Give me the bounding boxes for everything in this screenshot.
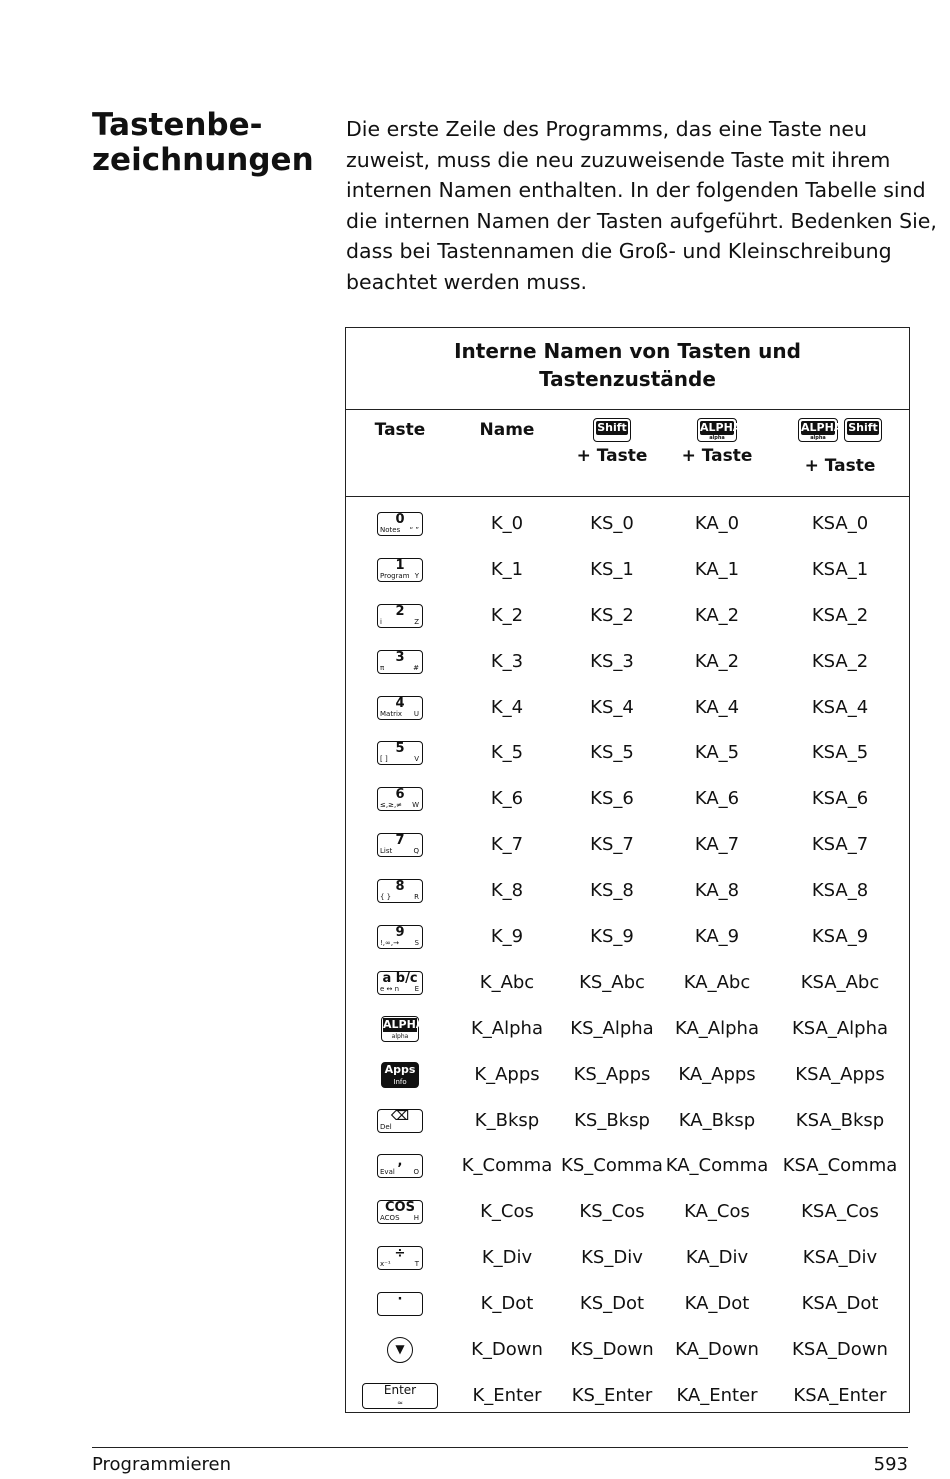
shift-name-cell: KS_4 [590, 696, 634, 718]
key-name-cell: K_2 [490, 604, 524, 626]
calculator-key-icon: · [377, 1292, 423, 1316]
key-cell [346, 776, 454, 822]
alpha-name-cell: KA_Enter [676, 1384, 758, 1406]
key-name-cell: K_Dot [480, 1293, 534, 1315]
alpha-name-cell: KA_0 [694, 513, 740, 534]
key-cell [346, 639, 454, 685]
key-cell [346, 1143, 454, 1189]
shift-name-cell: KS_3 [590, 650, 634, 672]
key-cell [346, 685, 454, 731]
table-row [346, 822, 909, 868]
intro-line: internen Namen enthalten. In der folgenden Tabelle sind [346, 178, 926, 203]
table-row [346, 914, 909, 960]
header-shift [560, 410, 664, 466]
key-cell [346, 547, 454, 593]
shift-name-cell: KS_2 [590, 604, 634, 626]
alpha-shift-name-cell: KSA_2 [811, 604, 869, 626]
shift-name-cell: KS_Alpha [570, 1017, 654, 1039]
table-row [346, 776, 909, 822]
key-cell [346, 1327, 454, 1373]
key-cell [346, 868, 454, 914]
key-cell [346, 1098, 454, 1144]
alpha-shift-name-cell: KSA_Div [802, 1247, 878, 1269]
table-header-row [346, 410, 909, 497]
alpha-shift-name-cell: KSA_2 [811, 650, 869, 672]
calculator-key-icon: 6 ≤,≥,≠ W [377, 787, 423, 811]
key-cell [346, 822, 454, 868]
alpha-shift-name-cell: KSA_Comma [782, 1155, 898, 1177]
calculator-key-icon: ALPHA alpha [383, 1017, 425, 1040]
shift-name-cell: KS_Dot [579, 1293, 645, 1315]
alpha-name-cell: KA_Bksp [678, 1109, 756, 1131]
key-cell [346, 960, 454, 1006]
shift-name-cell: KS_9 [590, 926, 634, 948]
key-name-cell: K_1 [490, 558, 524, 580]
table-title [346, 328, 909, 410]
table-row [346, 960, 909, 1006]
shift-name-cell: KS_Down [570, 1339, 654, 1361]
alpha-shift-name-cell: KSA_Down [792, 1339, 888, 1361]
header-taste: Taste [374, 420, 426, 440]
key-name-cell: K_Bksp [474, 1109, 540, 1131]
alpha-name-cell: KA_2 [694, 650, 740, 672]
alpha-name-cell: KA_Dot [684, 1293, 750, 1315]
key-cell [346, 501, 454, 547]
header-alpha-shift-label: + Taste [804, 456, 876, 476]
key-cell [346, 1006, 454, 1052]
shift-name-cell: KS_0 [590, 513, 634, 534]
key-cell [346, 914, 454, 960]
intro-line: die internen Namen der Tasten aufgeführt. Bedenken Sie, [346, 208, 937, 233]
alpha-name-cell: KA_1 [694, 558, 740, 580]
header-alpha-shift [770, 410, 910, 476]
alpha-shift-name-cell: KSA_4 [811, 696, 869, 718]
key-cell [346, 1189, 454, 1235]
key-name-cell: K_Div [481, 1247, 533, 1269]
header-alpha [664, 410, 770, 466]
key-name-cell: K_Cos [480, 1201, 534, 1223]
key-cell [346, 1281, 454, 1327]
calculator-key-icon: Enter ≈ [362, 1383, 438, 1409]
key-name-cell: K_Enter [472, 1384, 542, 1406]
alpha-name-cell: KA_Alpha [675, 1017, 759, 1039]
alpha-name-cell: KA_5 [694, 742, 740, 764]
intro-line: Die erste Zeile des Programms, das eine Taste neu [346, 117, 868, 141]
alpha-shift-name-cell: KSA_Cos [801, 1201, 879, 1223]
table-row [346, 1189, 909, 1235]
alpha-name-cell: KA_4 [694, 696, 740, 718]
intro-line: zuweist, muss die neu zuzuweisende Taste mit ihrem [346, 147, 891, 172]
intro-line: beachtet werden muss. [346, 269, 588, 294]
alpha-name-cell: KA_2 [694, 604, 740, 626]
table-title-line1: Interne Namen von Tasten und [454, 339, 801, 363]
table-title-line2: Tastenzustände [539, 367, 716, 391]
shift-name-cell: KS_Abc [579, 971, 645, 993]
intro-paragraph [346, 114, 937, 298]
alpha-shift-name-cell: KSA_Abc [800, 971, 880, 993]
key-name-cell: K_6 [490, 788, 524, 810]
shift-key-icon: Shift [844, 418, 882, 442]
key-name-cell: K_4 [490, 696, 524, 718]
alpha-shift-name-cell: KSA_1 [811, 558, 869, 580]
calculator-key-icon: a b/c e ↔ n E [377, 971, 423, 995]
shift-name-cell: KS_1 [590, 558, 634, 580]
calculator-key-icon: COS ACOS H [377, 1200, 423, 1224]
table-row [346, 1373, 909, 1419]
alpha-name-cell: KA_Apps [678, 1063, 756, 1085]
table-row [346, 1006, 909, 1052]
key-names-table [345, 327, 910, 1413]
shift-name-cell: KS_Div [581, 1247, 643, 1269]
header-shift-label: + Taste [576, 446, 648, 466]
shift-name-cell: KS_Apps [573, 1063, 651, 1085]
key-cell [346, 1373, 454, 1419]
table-row [346, 501, 909, 547]
alpha-name-cell: KA_8 [694, 880, 740, 902]
key-name-cell: K_8 [490, 880, 524, 902]
alpha-shift-name-cell: KSA_7 [811, 834, 869, 856]
calculator-key-icon: 7 List Q [377, 833, 423, 857]
shift-name-cell: KS_8 [590, 880, 634, 902]
alpha-shift-name-cell: KSA_Enter [793, 1384, 887, 1406]
shift-name-cell: KS_Bksp [574, 1109, 650, 1131]
header-name: Name [479, 420, 535, 440]
alpha-shift-name-cell: KSA_Alpha [791, 1017, 889, 1039]
table-row [346, 639, 909, 685]
shift-name-cell: KS_Comma [561, 1155, 663, 1177]
alpha-shift-name-cell: KSA_5 [811, 742, 869, 764]
key-name-cell: K_9 [490, 926, 524, 948]
footer-section-name: Programmieren [92, 1454, 232, 1475]
key-name-cell: K_Down [471, 1339, 543, 1361]
table-row [346, 1098, 909, 1144]
key-name-cell: K_Comma [461, 1155, 553, 1177]
key-name-cell: K_Apps [474, 1063, 540, 1085]
shift-name-cell: KS_7 [590, 834, 634, 856]
shift-name-cell: KS_6 [590, 788, 634, 810]
alpha-key-icon: ALPHA alpha [697, 418, 737, 442]
key-name-cell: K_7 [490, 834, 524, 856]
shift-key-icon: Shift [593, 418, 631, 442]
key-name-cell: K_Abc [479, 971, 535, 993]
table-row [346, 1235, 909, 1281]
alpha-shift-name-cell: KSA_Dot [801, 1293, 879, 1315]
table-row [346, 547, 909, 593]
calculator-key-icon: 5 [ ] V [377, 741, 423, 765]
table-body [346, 497, 909, 1419]
alpha-shift-name-cell: KSA_9 [811, 926, 869, 948]
alpha-shift-name-cell: KSA_Apps [795, 1063, 885, 1085]
alpha-shift-name-cell: KSA_0 [811, 513, 869, 534]
alpha-name-cell: KA_7 [694, 834, 740, 856]
calculator-key-icon: 2 i Z [377, 604, 423, 628]
table-row [346, 685, 909, 731]
section-heading-line1: Tastenbe- [92, 107, 263, 143]
key-cell [346, 1052, 454, 1098]
calculator-key-icon: ▼ [387, 1337, 413, 1363]
calculator-key-icon: Apps Info [381, 1062, 419, 1088]
shift-name-cell: KS_5 [590, 742, 634, 764]
alpha-key-icon: ALPHA alpha [798, 418, 838, 442]
table-row [346, 868, 909, 914]
calculator-key-icon: 4 Matrix U [377, 696, 423, 720]
intro-line: dass bei Tastennamen die Groß- und Kleinschreibung [346, 239, 892, 264]
key-cell [346, 730, 454, 776]
calculator-key-icon: ⌫ Del [377, 1109, 423, 1133]
alpha-shift-name-cell: KSA_Bksp [795, 1109, 885, 1131]
calculator-key-icon: 1 Program Y [377, 558, 423, 582]
alpha-shift-name-cell: KSA_8 [811, 880, 869, 902]
alpha-name-cell: KA_Abc [683, 971, 751, 993]
key-name-cell: K_0 [490, 513, 524, 534]
alpha-name-cell: KA_6 [694, 788, 740, 810]
footer-divider [92, 1447, 908, 1448]
shift-name-cell: KS_Enter [571, 1384, 653, 1406]
key-name-cell: K_Alpha [471, 1017, 543, 1039]
alpha-shift-name-cell: KSA_6 [811, 788, 869, 810]
alpha-name-cell: KA_Cos [684, 1201, 750, 1223]
table-row [346, 1281, 909, 1327]
table-row [346, 1052, 909, 1098]
table-row [346, 730, 909, 776]
key-name-cell: K_3 [490, 650, 524, 672]
alpha-name-cell: KA_Comma [665, 1155, 769, 1177]
footer-page-number: 593 [873, 1454, 908, 1475]
section-heading-line2: zeichnungen [92, 142, 314, 178]
key-name-cell: K_5 [490, 742, 524, 764]
section-heading [92, 108, 322, 178]
alpha-name-cell: KA_Down [675, 1339, 759, 1361]
key-cell [346, 593, 454, 639]
key-cell [346, 1235, 454, 1281]
table-row [346, 1327, 909, 1373]
header-alpha-label: + Taste [681, 446, 753, 466]
calculator-key-icon: , Eval O [377, 1154, 423, 1178]
table-row [346, 1143, 909, 1189]
calculator-key-icon: 0 Notes “ ” [377, 512, 423, 536]
calculator-key-icon: 9 !,∞,→ S [377, 925, 423, 949]
alpha-name-cell: KA_Div [685, 1247, 749, 1269]
table-row [346, 593, 909, 639]
shift-name-cell: KS_Cos [579, 1201, 645, 1223]
alpha-name-cell: KA_9 [694, 926, 740, 948]
calculator-key-icon: ÷ x⁻¹ T [377, 1246, 423, 1270]
calculator-key-icon: 3 π # [377, 650, 423, 674]
calculator-key-icon: 8 { } R [377, 879, 423, 903]
